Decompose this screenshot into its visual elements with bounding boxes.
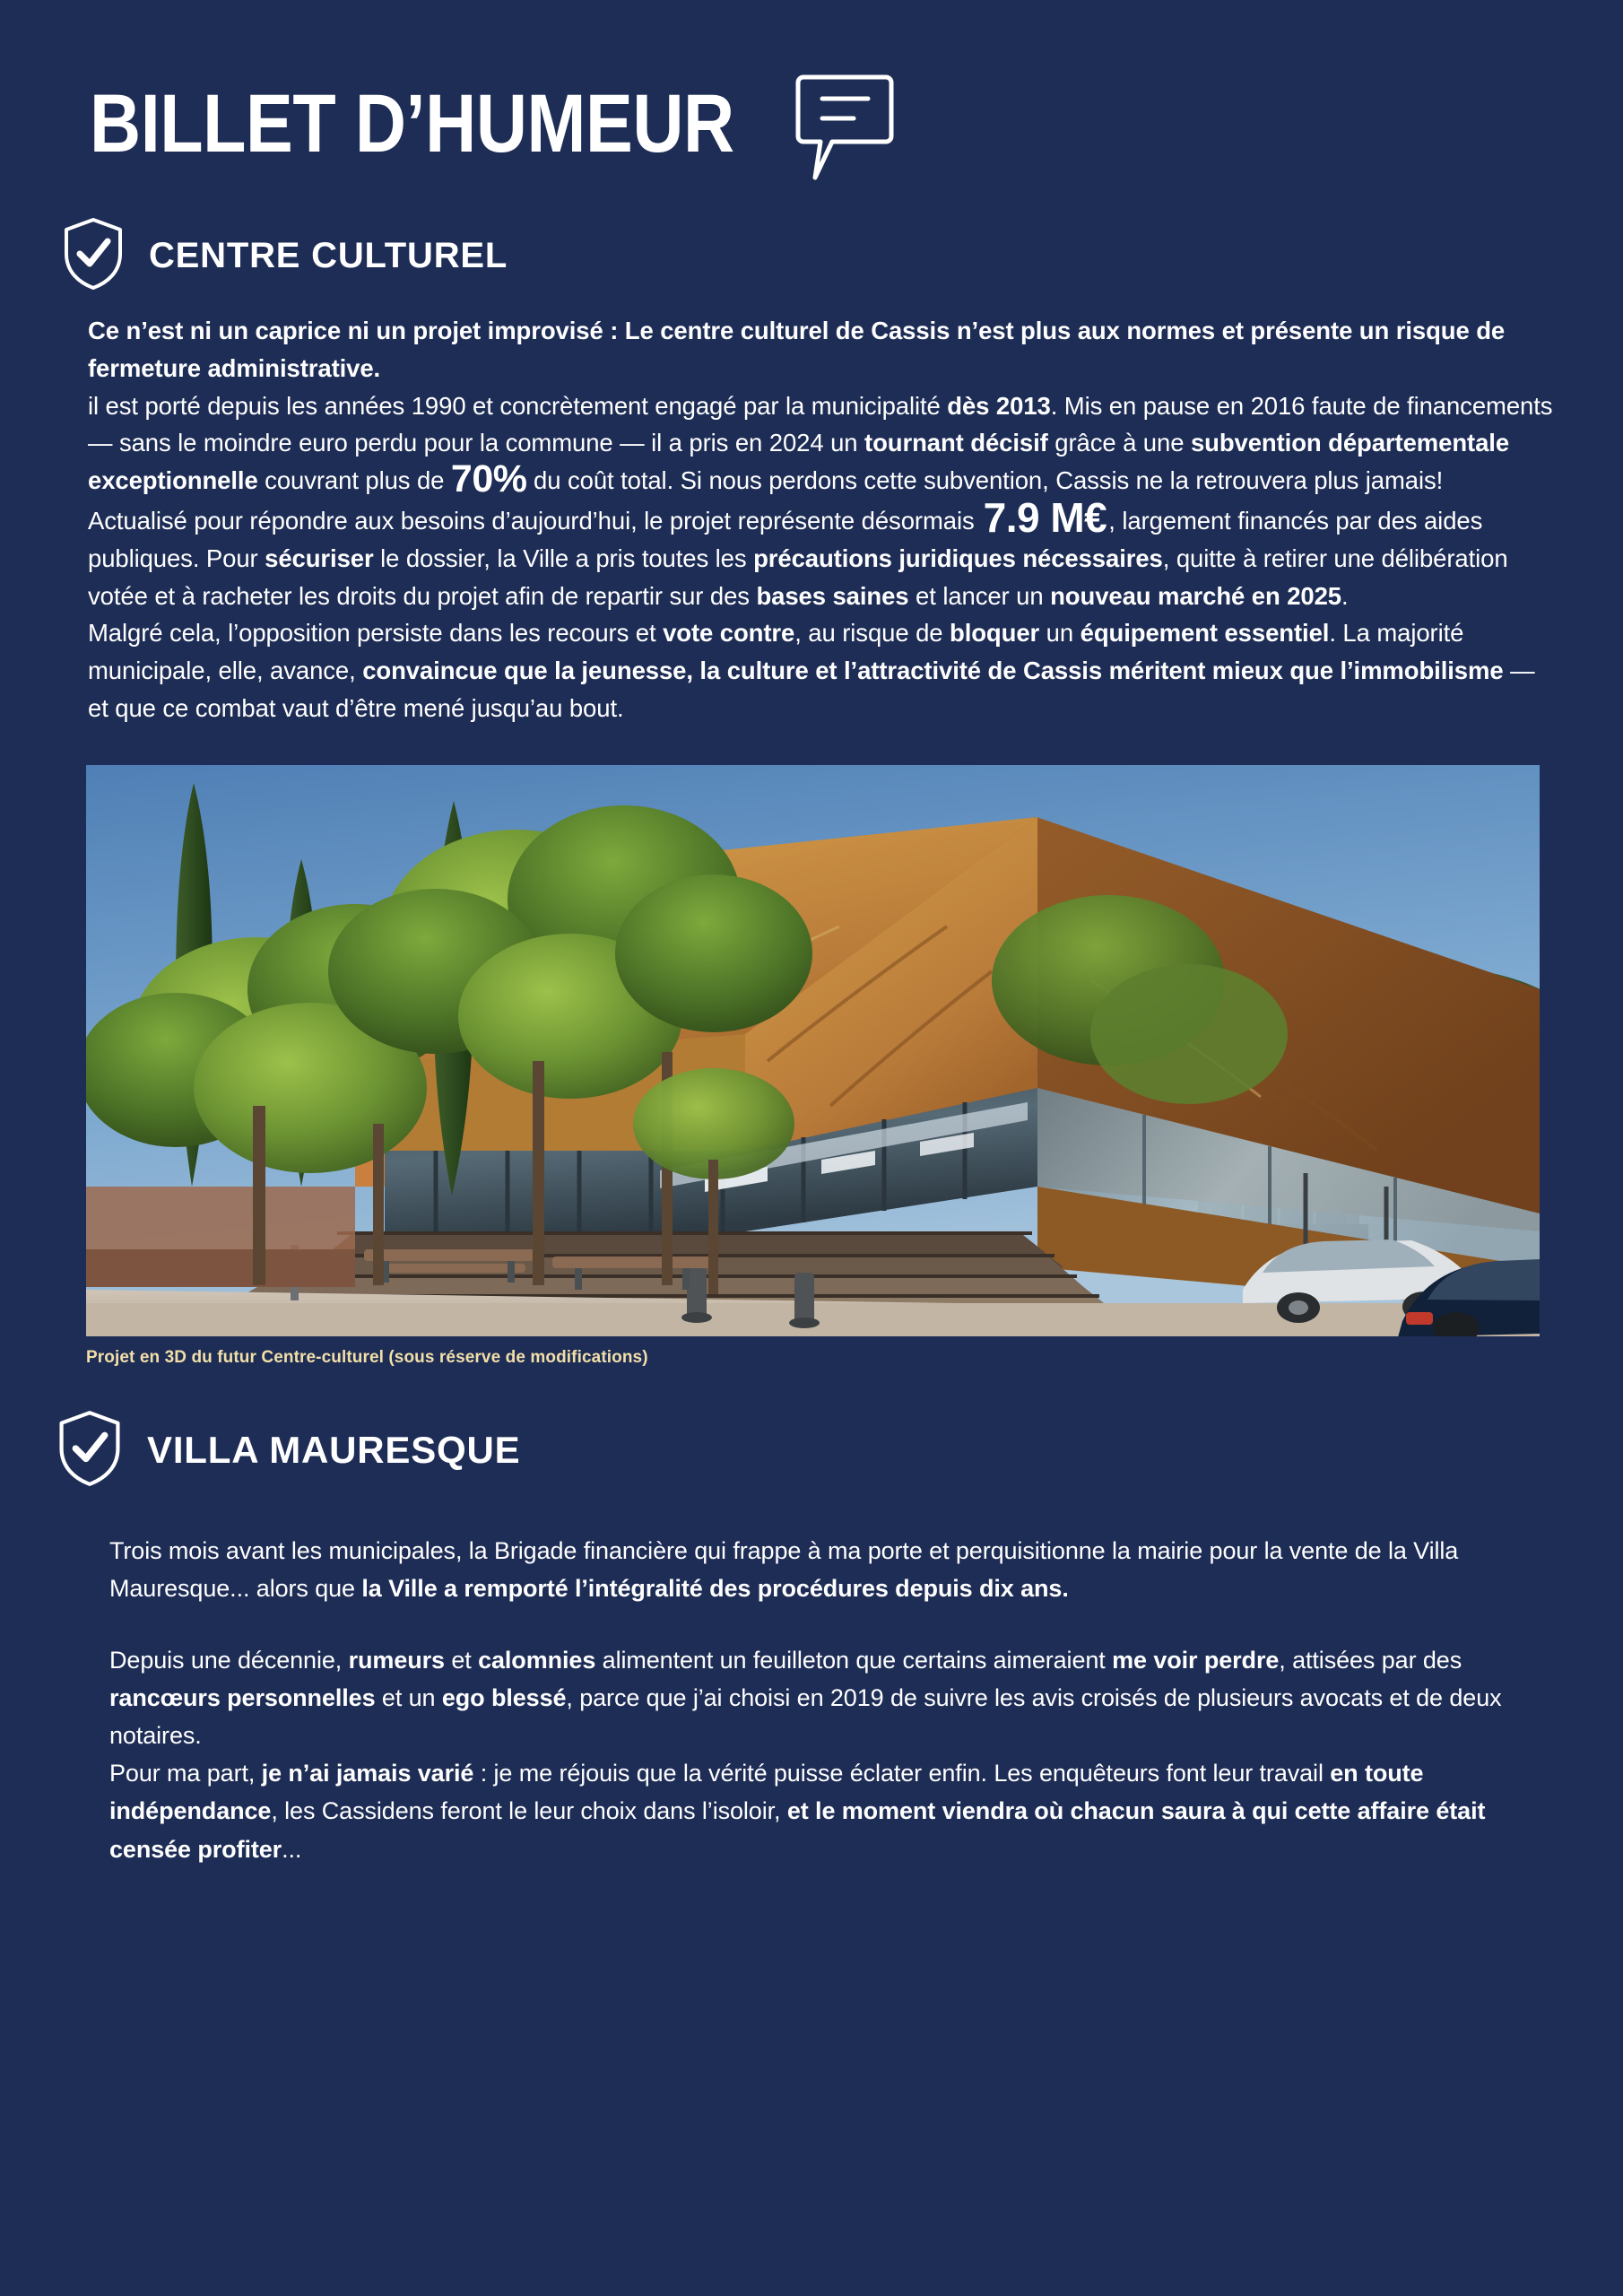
rich-text [109,1760,1485,1862]
body-text: . [1341,581,1349,610]
emphasis-text: équipement essentiel [1080,619,1330,648]
speech-bubble-icon [793,66,898,186]
rich-text [88,391,1553,501]
body-text: . La majorité municipale, elle, avance, [88,619,1464,685]
body-text: ... [282,1835,302,1863]
emphasis-text: me voir perdre [1112,1646,1280,1674]
body-text: Ce n’est [88,317,190,344]
figure-caption: Projet en 3D du futur Centre-culturel (sous réserve de modifications) [86,1347,648,1367]
body-text: . Mis en pause en 2016 faute de financements — sans le moindre euro perdu pour la commune — il a pris en 2024 un [88,391,1553,457]
body-text: et [444,1646,479,1674]
section-title-villa-mauresque: VILLA MAURESQUE [147,1429,521,1472]
section-body-centre-culturel [0,312,1623,727]
emphasis-text: sécuriser [265,544,374,572]
emphasis-text: convaincue que la jeunesse, la culture et l’attractivité de Cassis méritent mieux que l’immobilisme [362,657,1504,685]
paragraph-budget [88,493,1558,614]
section-body-villa-mauresque [0,1532,1623,1868]
paragraph-lead [88,312,1558,387]
body-text: , quitte à retirer une délibération votée et à racheter les droits du projet afin de repartir sur des [88,544,1508,610]
body-text: Malgré cela, l’opposition persiste dans les recours et [88,619,664,648]
emphasis-text: rancœurs personnelles [109,1684,376,1712]
section-heading-villa-mauresque [0,1409,1623,1492]
body-text: , les Cassidens feront le leur choix dans l’isoloir, [271,1797,787,1825]
centre-culturel-3d-render [86,765,1540,1336]
emphasis-text: précautions juridiques nécessaires [753,544,1163,572]
emphasis-text: en toute indépendance [109,1760,1424,1825]
emphasis-text: et le moment viendra où chacun saura à qui cette affaire était censée profiter [109,1797,1486,1863]
page-header [0,0,1623,186]
emphasis-text: ego blessé [441,1684,567,1712]
paragraph-brigade [109,1532,1558,1607]
emphasis-text: la Ville a remporté l’intégralité des procédures depuis dix ans. [361,1574,1069,1602]
page-title: BILLET D’HUMEUR [90,77,734,170]
body-text: alimentent un feuilleton que certains aimeraient [595,1646,1113,1674]
body-text: du coût total. Si nous perdons cette subvention, Cassis ne la retrouvera plus jamais! [526,466,1444,495]
body-text: grâce à une [1047,429,1191,457]
shield-check-icon [56,1409,124,1492]
paragraph-rumeurs [109,1641,1558,1754]
rich-text [109,1647,1502,1749]
emphasis-text: subvention départementale exceptionnelle [88,429,1510,495]
highlight-amount: 7.9 M€ [983,493,1107,541]
emphasis-text: je n’ai jamais varié [261,1760,474,1787]
body-text: Depuis une décennie, [109,1646,349,1674]
emphasis-text: rumeurs [348,1646,445,1674]
emphasis-text: bloquer [950,619,1040,648]
emphasis-text: nouveau marché en 2025 [1050,581,1341,610]
body-text: Trois mois avant les municipales, la Brigade financière qui frappe à ma porte et perquisitionne la mairie pour la vente de la Villa Mauresque... alors que [109,1536,1459,1602]
rich-text [88,317,1505,382]
rich-text [88,619,1535,722]
paragraph-verite [109,1754,1558,1867]
paragraph-history [88,387,1558,500]
emphasis-text: bases saines [756,581,909,610]
paragraph-spacer [109,1607,1558,1641]
emphasis-text: calomnies [478,1646,596,1674]
body-text: Pour ma part, [109,1760,262,1787]
body-text: — et que ce combat vaut d’être mené jusqu’au bout. [88,657,1535,722]
figure-centre-culturel [86,765,1540,1368]
body-text: et un [375,1684,442,1712]
rich-text [88,493,1508,610]
paragraph-conclusion [88,614,1558,726]
body-text: , largement financés par des aides publiques. Pour [88,506,1483,572]
highlight-number: 70% [450,457,527,501]
body-text: , au risque de [794,619,950,648]
body-text: un [1039,619,1081,648]
body-text: le dossier, la Ville a pris toutes les [373,544,754,572]
body-text: : je me réjouis que la vérité puisse éclater enfin. Les enquêteurs font leur travail [473,1760,1331,1787]
emphasis-text: vote contre [663,619,795,648]
body-text: , attisées par des [1279,1646,1462,1674]
body-text: couvrant plus de [257,466,451,495]
emphasis-text: ni un caprice ni un projet improvisé : Le centre culturel de Cassis n’est plus aux normes et présente un risque de fermeture administrative. [88,317,1506,382]
emphasis-text: dès 2013 [947,391,1051,420]
rich-text [109,1537,1458,1602]
shield-check-icon [61,216,126,296]
body-text: , parce que j’ai choisi en 2019 de suivre les avis croisés de plusieurs avocats et de deux notaires. [109,1684,1502,1750]
emphasis-text: tournant décisif [864,429,1048,457]
body-text: et lancer un [908,581,1051,610]
section-title-centre-culturel: CENTRE CULTUREL [149,236,508,275]
body-text: Actualisé pour répondre aux besoins d’aujourd’hui, le projet représente désormais [88,506,975,535]
body-text: il est porté depuis les années 1990 et concrètement engagé par la municipalité [88,391,948,420]
section-heading-centre-culturel [0,216,1623,296]
